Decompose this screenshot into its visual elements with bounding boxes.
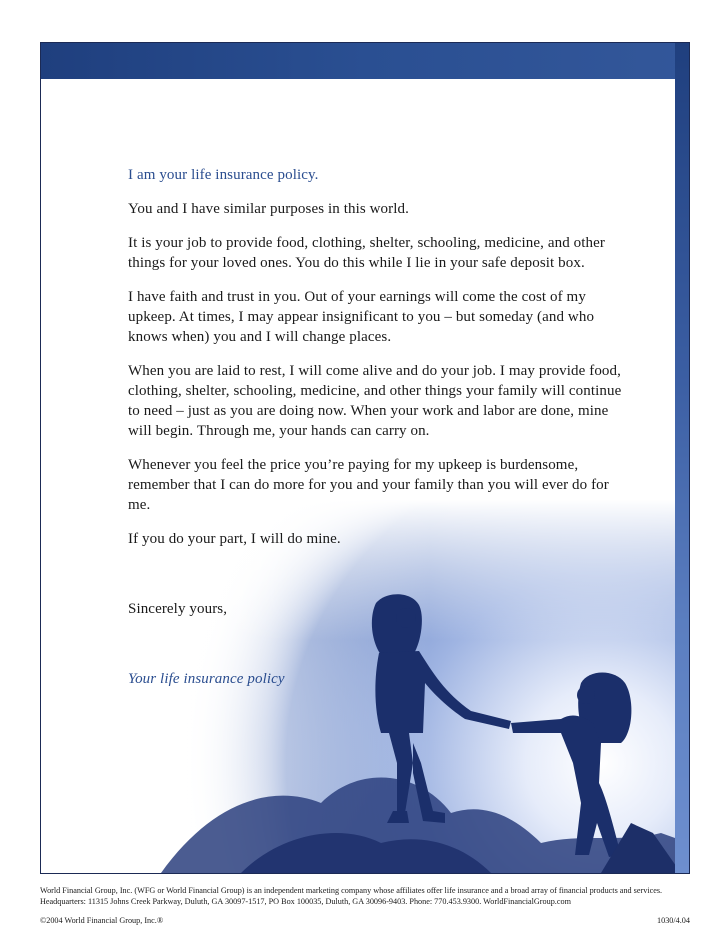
letter-paragraph: Whenever you feel the price you’re paying for my upkeep is burdensome, remember that I can do more for you and your family than you will ever do for me. [128,457,609,513]
letter-paragraph: When you are laid to rest, I will come alive and do your job. I may provide food, clothing, shelter, schooling, medicine, and other things your family will continue to need – just as you are doing now. When your work and labor are done, mine will begin. Through me, your hands can carry on. [128,363,622,439]
letter-heading: I am your life insurance policy. [128,167,319,183]
letter-signature: Your life insurance policy [128,671,285,687]
letter-closing: Sincerely yours, [128,601,228,617]
footer-code: 1030/4.04 [657,916,690,925]
footer [40,885,690,926]
letter-paragraph: It is your job to provide food, clothing, shelter, schooling, medicine, and other things for your loved ones. You do this while I lie in your safe deposit box. [128,235,605,271]
letter-paragraph: I have faith and trust in you. Out of your earnings will come the cost of my upkeep. At times, I may appear insignificant to you – but someday (and who knows when) you and I will change places. [128,289,595,345]
footer-bottom-line [40,915,690,926]
letter-paragraph: If you do your part, I will do mine. [128,531,341,547]
page-frame [40,42,690,874]
top-band [41,43,689,79]
footer-legal: World Financial Group, Inc. (WFG or World Financial Group) is an independent marketing company whose affiliates offer life insurance and a broad array of financial products and services. Headquarters: 11315 Johns Creek Parkway, Duluth, GA 30097-1517, PO Box 100035, Duluth, GA 30096-9403. Phone: 770.453.9300. WorldFinancialGroup.com [40,886,663,906]
right-band [675,43,689,873]
footer-copyright: ©2004 World Financial Group, Inc.® [40,916,164,925]
letter-body [128,165,628,703]
spacer [128,633,628,669]
letter-paragraph: You and I have similar purposes in this world. [128,201,409,217]
spacer [128,563,628,599]
